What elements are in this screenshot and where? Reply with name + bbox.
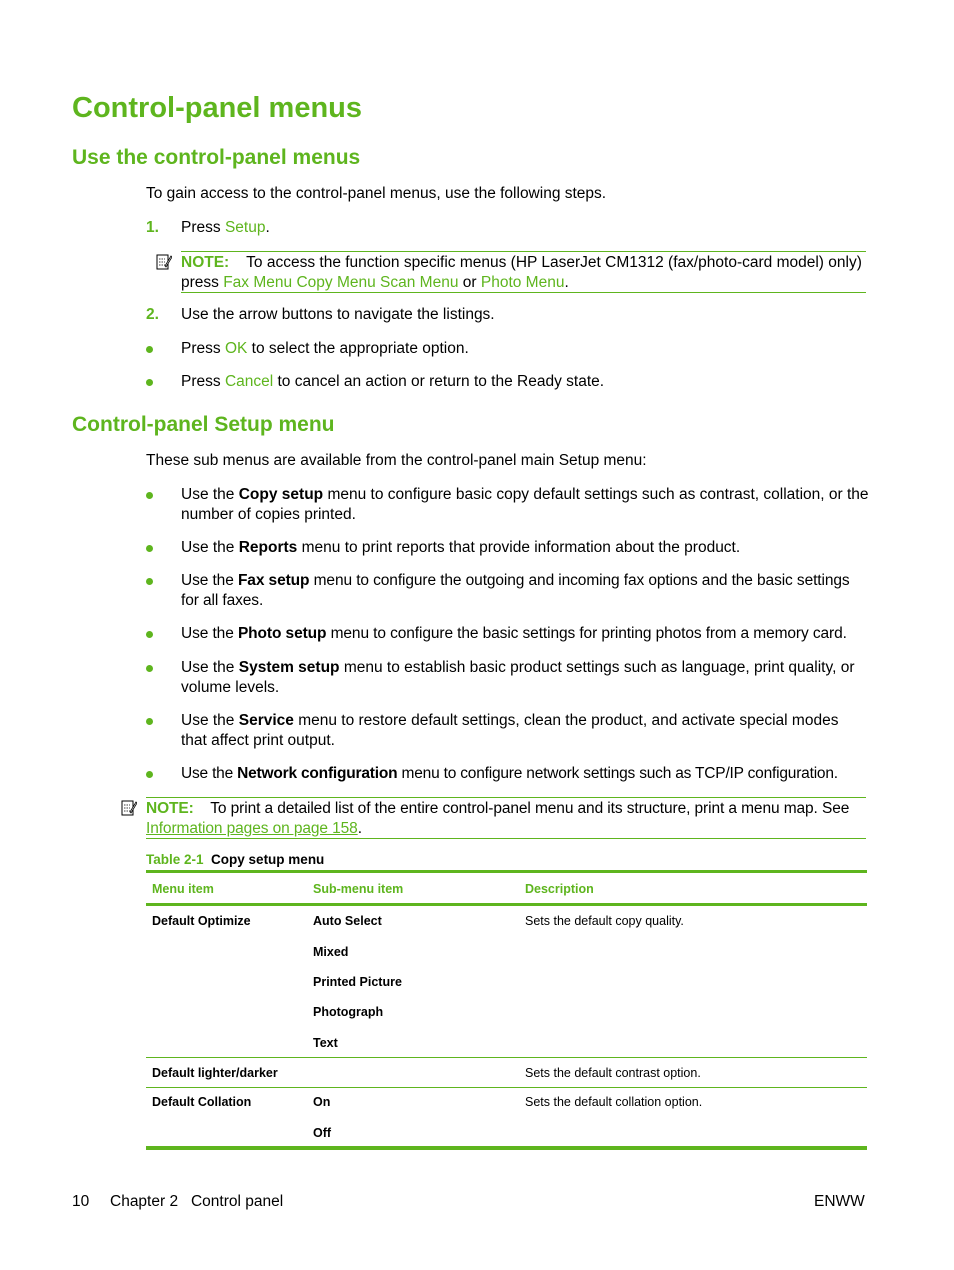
- table-bottom-rule: [146, 1146, 867, 1150]
- bullet-post: menu to establish basic product settings such as language, print quality, or volume levels.: [181, 659, 855, 696]
- section1-intro: To gain access to the control-panel menus, use the following steps.: [146, 185, 607, 202]
- bullet-photo-setup: [181, 624, 881, 644]
- bullet-ok-post: to select the appropriate option.: [247, 340, 469, 357]
- bullet-bold: System setup: [238, 659, 340, 676]
- table-cell-menu-item: Default lighter/darker: [152, 1066, 278, 1080]
- table-header-rule: [146, 903, 867, 906]
- section-heading-setup-menu: Control-panel Setup menu: [72, 413, 335, 436]
- footer-enww: ENWW: [814, 1193, 865, 1210]
- note-label: NOTE:: [181, 254, 230, 271]
- bullet-cancel: [181, 372, 871, 392]
- section-heading-use-menus: Use the control-panel menus: [72, 146, 361, 169]
- note-end: .: [357, 819, 362, 837]
- bullet-dot-icon: [146, 492, 153, 499]
- note-text: To print a detailed list of the entire control-panel menu and its structure, print a menu map. See: [210, 800, 850, 817]
- scan-menu-link[interactable]: Scan Menu: [380, 273, 459, 291]
- ok-link[interactable]: OK: [224, 340, 248, 357]
- bullet-dot-icon: [146, 379, 153, 386]
- bullet-cancel-post: to cancel an action or return to the Ready state.: [273, 373, 605, 390]
- table-header-menu-item: Menu item: [152, 882, 214, 896]
- step-number-2: 2.: [146, 306, 159, 323]
- page-title: Control-panel menus: [72, 92, 363, 124]
- note-icon: [156, 253, 172, 271]
- step-1-end: .: [265, 219, 270, 236]
- table-caption: [146, 851, 324, 868]
- bullet-dot-icon: [146, 631, 153, 638]
- bullet-reports: [181, 538, 871, 558]
- table-header-sub-menu-item: Sub-menu item: [313, 882, 404, 896]
- table-cell-sub-menu-item: Mixed: [313, 945, 349, 959]
- footer-chapter: Chapter 2 Control panel: [110, 1193, 284, 1210]
- table-cell-menu-item: Default Optimize: [152, 914, 251, 928]
- bullet-post: menu to print reports that provide information about the product.: [297, 539, 741, 556]
- step-1-prefix: Press: [181, 219, 225, 236]
- bullet-post: menu to configure basic copy default settings such as contrast, collation, or the number of copies printed.: [181, 486, 869, 523]
- note-function-menus: [181, 251, 866, 293]
- table-cell-sub-menu-item: Text: [313, 1036, 338, 1050]
- table-caption-label: Table 2-1: [146, 852, 204, 867]
- table-row-divider: [146, 1057, 867, 1058]
- bullet-service: [181, 711, 867, 750]
- step-2-text: Use the arrow buttons to navigate the listings.: [181, 306, 495, 323]
- bullet-network-config: [181, 764, 881, 784]
- note-icon: [121, 799, 137, 817]
- photo-menu-link[interactable]: Photo Menu: [480, 273, 565, 291]
- bullet-bold: Fax setup: [237, 572, 310, 589]
- table-cell-sub-menu-item: Auto Select: [313, 914, 382, 928]
- note-label: NOTE:: [146, 800, 194, 817]
- step-1-text: [181, 218, 871, 238]
- bullet-pre: Use the: [181, 486, 239, 503]
- footer-page-number: 10: [72, 1193, 90, 1210]
- bullet-cancel-pre: Press: [181, 373, 225, 390]
- note-end: .: [564, 273, 569, 291]
- bullet-dot-icon: [146, 346, 153, 353]
- bullet-ok-pre: Press: [181, 340, 225, 357]
- setup-link[interactable]: Setup: [224, 219, 266, 236]
- bullet-dot-icon: [146, 718, 153, 725]
- bullet-bold: Reports: [238, 539, 298, 556]
- bullet-dot-icon: [146, 578, 153, 585]
- table-cell-menu-item: Default Collation: [152, 1095, 252, 1109]
- bullet-dot-icon: [146, 665, 153, 672]
- cancel-link[interactable]: Cancel: [224, 373, 274, 390]
- bullet-copy-setup: [181, 485, 869, 524]
- bullet-bold: Photo setup: [237, 625, 327, 642]
- table-row-divider: [146, 1087, 867, 1088]
- table-cell-description: Sets the default copy quality.: [525, 914, 684, 928]
- table-cell-sub-menu-item: Printed Picture: [313, 975, 402, 989]
- bullet-ok: [181, 339, 871, 359]
- bullet-pre: Use the: [181, 625, 238, 642]
- table-cell-sub-menu-item: Photograph: [313, 1005, 384, 1019]
- bullet-bold: Copy setup: [238, 486, 324, 503]
- table-header-description: Description: [525, 882, 594, 896]
- step-number-1: 1.: [146, 219, 159, 236]
- note-text: To access the function specific menus (HP LaserJet CM1312 (fax/photo-card model) only) press: [181, 254, 862, 291]
- table-cell-description: Sets the default collation option.: [525, 1095, 703, 1109]
- bullet-pre: Use the: [181, 572, 238, 589]
- copy-menu-link[interactable]: Copy Menu: [296, 273, 376, 291]
- bullet-bold: Network configuration: [237, 765, 398, 782]
- note-menu-map: [146, 797, 866, 839]
- bullet-system-setup: [181, 658, 867, 697]
- bullet-fax-setup: [181, 571, 871, 610]
- table-cell-description: Sets the default contrast option.: [525, 1066, 701, 1080]
- bullet-post: menu to configure network settings such as TCP/IP configuration.: [397, 765, 838, 782]
- fax-menu-link[interactable]: Fax Menu: [223, 273, 293, 291]
- bullet-pre: Use the: [181, 539, 239, 556]
- bullet-dot-icon: [146, 771, 153, 778]
- section2-intro: These sub menus are available from the control-panel main Setup menu:: [146, 452, 647, 469]
- table-caption-title: Copy setup menu: [211, 852, 325, 867]
- information-pages-link[interactable]: Information pages on page 158: [146, 819, 358, 837]
- note-or: or: [462, 273, 477, 291]
- bullet-post: menu to configure the outgoing and incoming fax options and the basic settings for all faxes.: [181, 572, 850, 609]
- bullet-bold: Service: [238, 712, 294, 729]
- bullet-pre: Use the: [181, 712, 239, 729]
- bullet-post: menu to configure the basic settings for printing photos from a memory card.: [326, 625, 847, 642]
- bullet-post: menu to restore default settings, clean the product, and activate special modes that affect print output.: [181, 712, 839, 749]
- table-cell-sub-menu-item: Off: [313, 1126, 332, 1140]
- table-top-rule: [146, 870, 867, 873]
- bullet-pre: Use the: [181, 659, 239, 676]
- table-cell-sub-menu-item: On: [313, 1095, 331, 1109]
- bullet-dot-icon: [146, 545, 153, 552]
- bullet-pre: Use the: [181, 765, 238, 782]
